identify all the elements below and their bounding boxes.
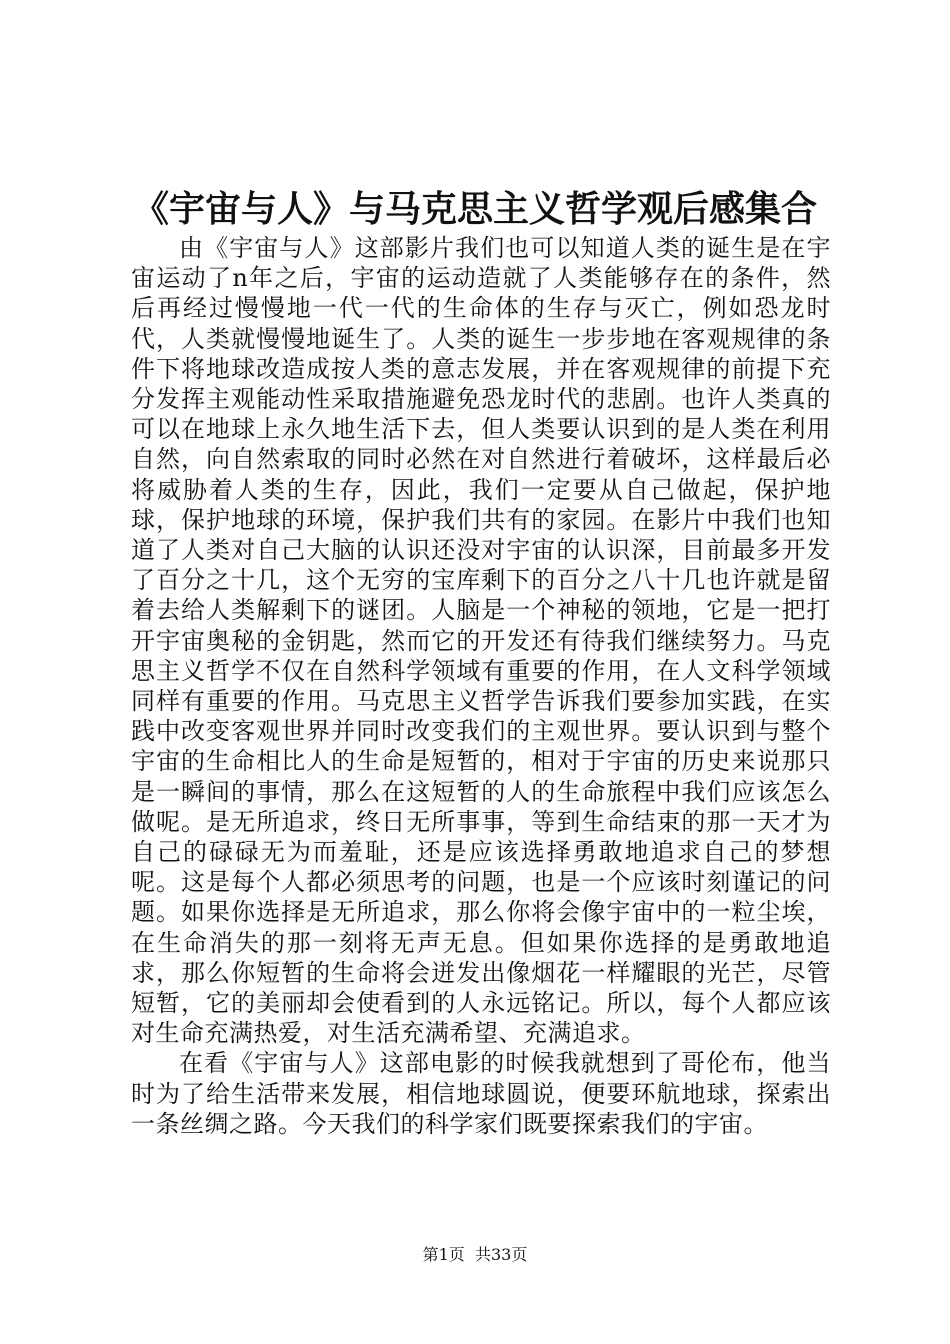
body-paragraph-1: 由《宇宙与人》这部影片我们也可以知道人类的诞生是在宇宙运动了n年之后，宇宙的运动造就了人类能够存在的条件，然后再经过慢慢地一代一代的生命体的生存与灭亡，例如恐龙时代，人类就慢慢地诞生了。人类的诞生一步步地在客观规律的条件下将地球改造成按人类的意志发展，并在客观规律的前提下充分发挥主观能动性采取措施避免恐龙时代的悲剧。也许人类真的可以在地球上永久地生活下去，但人类要认识到的是人类在利用自然，向自然索取的同时必然在对自然进行着破坏，这样最后必将威胁着人类的生存，因此，我们一定要从自己做起，保护地球，保护地球的环境，保护我们共有的家园。在影片中我们也知道了人类对自己大脑的认识还没对宇宙的认识深，目前最多开发了百分之十几，这个无穷的宝库剩下的百分之八十几也许就是留着去给人类解剩下的谜团。人脑是一个神秘的领地，它是一把打开宇宙奥秘的金钥匙，然而它的开发还有待我们继续努力。马克思主义哲学不仅在自然科学领域有重要的作用，在人文科学领域同样有重要的作用。马克思主义哲学告诉我们要参加实践，在实践中改变客观世界并同时改变我们的主观世界。要认识到与整个宇宙的生命相比人的生命是短暂的，相对于宇宙的历史来说那只是一瞬间的事情，那么在这短暂的人的生命旅程中我们应该怎么做呢。是无所追求，终日无所事事，等到生命结束的那一天才为自己的碌碌无为而羞耻，还是应该选择勇敢地追求自己的梦想呢。这是每个人都必须思考的问题，也是一个应该时刻谨记的问题。如果你选择是无所追求，那么你将会像宇宙中的一粒尘埃，在生命消失的那一刻将无声无息。但如果你选择的是勇敢地追求，那么你短暂的生命将会迸发出像烟花一样耀眼的光芒，尽管短暂，它的美丽却会使看到的人永远铭记。所以，每个人都应该对生命充满热爱，对生活充满希望、充满追求。 xyxy=(131,234,831,1048)
page-number: 第1页 xyxy=(422,1245,465,1264)
page-footer xyxy=(0,1244,950,1266)
document-body xyxy=(131,233,831,1139)
body-paragraph-2: 在看《宇宙与人》这部电影的时候我就想到了哥伦布，他当时为了给生活带来发展，相信地球圆说，便要环航地球，探索出一条丝绸之路。今天我们的科学家们既要探索我们的宇宙。 xyxy=(131,1049,831,1138)
document-title: 《宇宙与人》与马克思主义哲学观后感集合 xyxy=(132,188,817,230)
footer-spacer xyxy=(465,1245,475,1264)
total-pages: 共33页 xyxy=(474,1245,528,1264)
